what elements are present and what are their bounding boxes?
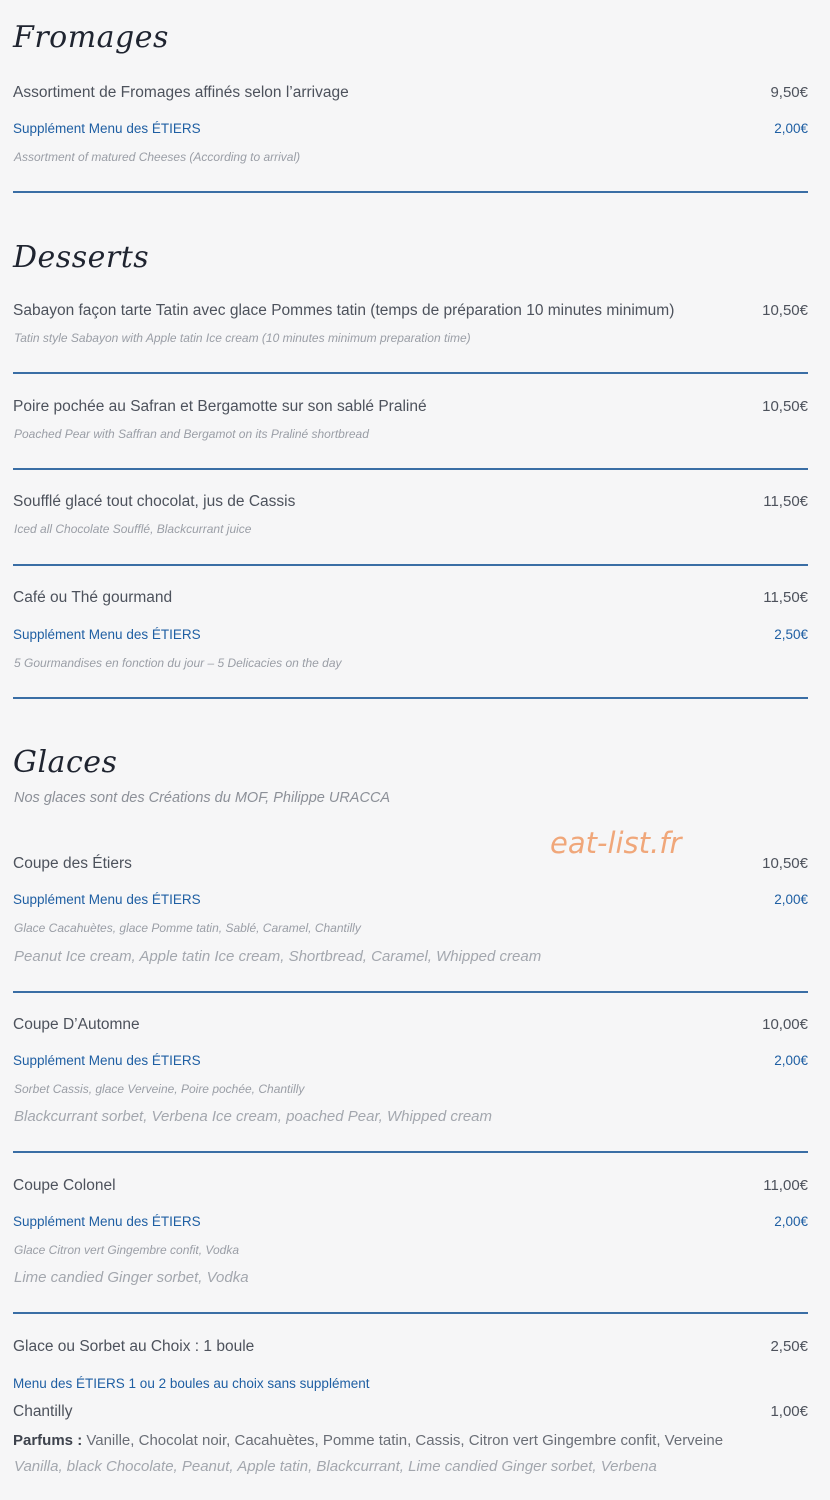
item-price: 11,00€ bbox=[763, 1177, 808, 1194]
menu-item bbox=[13, 1177, 808, 1195]
menu-item bbox=[13, 1338, 808, 1356]
menu-note: Menu des ÉTIERS 1 ou 2 boules au choix sans supplément bbox=[13, 1376, 370, 1391]
section-title-glaces: Glaces bbox=[13, 745, 118, 780]
divider bbox=[13, 1312, 808, 1314]
item-price: 11,50€ bbox=[763, 589, 808, 606]
item-english: Poached Pear with Saffran and Bergamot on its Praliné shortbread bbox=[14, 427, 369, 441]
section-title-fromages: Fromages bbox=[13, 20, 169, 55]
supplement-label: Supplément Menu des ÉTIERS bbox=[13, 1053, 201, 1068]
item-english: Iced all Chocolate Soufflé, Blackcurrant juice bbox=[14, 522, 252, 536]
item-french-desc: Sorbet Cassis, glace Verveine, Poire pochée, Chantilly bbox=[14, 1082, 305, 1096]
supplement-price: 2,00€ bbox=[774, 121, 808, 136]
supplement-row bbox=[13, 627, 808, 642]
menu-item bbox=[13, 589, 808, 607]
divider bbox=[13, 991, 808, 993]
section-title-desserts: Desserts bbox=[13, 240, 150, 275]
item-english: Lime candied Ginger sorbet, Vodka bbox=[14, 1269, 249, 1286]
divider bbox=[13, 191, 808, 193]
extra-name: Chantilly bbox=[13, 1403, 73, 1420]
item-english: Tatin style Sabayon with Apple tatin Ice cream (10 minutes minimum preparation time) bbox=[14, 331, 471, 345]
item-name: Glace ou Sorbet au Choix : 1 boule bbox=[13, 1338, 255, 1355]
item-price: 11,50€ bbox=[763, 493, 808, 510]
supplement-label: Supplément Menu des ÉTIERS bbox=[13, 627, 201, 642]
item-name: Coupe D’Automne bbox=[13, 1016, 140, 1033]
item-english: Assortment of matured Cheeses (According to arrival) bbox=[14, 150, 301, 164]
supplement-price: 2,00€ bbox=[774, 892, 808, 907]
item-price: 10,00€ bbox=[762, 1016, 808, 1033]
item-name: Café ou Thé gourmand bbox=[13, 589, 173, 606]
item-name: Coupe des Étiers bbox=[13, 855, 132, 872]
supplement-label: Supplément Menu des ÉTIERS bbox=[13, 1214, 201, 1229]
supplement-label: Supplément Menu des ÉTIERS bbox=[13, 892, 201, 907]
flavours-line bbox=[13, 1432, 723, 1449]
menu-item bbox=[13, 493, 808, 511]
extra-price: 1,00€ bbox=[770, 1403, 808, 1420]
item-french-desc: Glace Cacahuètes, glace Pomme tatin, Sablé, Caramel, Chantilly bbox=[14, 921, 361, 935]
item-english: Blackcurrant sorbet, Verbena Ice cream, poached Pear, Whipped cream bbox=[14, 1108, 493, 1125]
extra-row bbox=[13, 1403, 808, 1421]
item-name: Poire pochée au Safran et Bergamotte sur son sablé Praliné bbox=[13, 398, 427, 415]
menu-item bbox=[13, 398, 808, 416]
item-english: Peanut Ice cream, Apple tatin Ice cream, Shortbread, Caramel, Whipped cream bbox=[14, 948, 542, 965]
supplement-label: Supplément Menu des ÉTIERS bbox=[13, 121, 201, 136]
supplement-price: 2,00€ bbox=[774, 1053, 808, 1068]
watermark: eat-list.fr bbox=[550, 826, 682, 860]
divider bbox=[13, 1151, 808, 1153]
menu-note-row bbox=[13, 1376, 808, 1391]
divider bbox=[13, 468, 808, 470]
supplement-price: 2,50€ bbox=[774, 627, 808, 642]
menu-item bbox=[13, 855, 808, 873]
supplement-row bbox=[13, 121, 808, 136]
item-name: Soufflé glacé tout chocolat, jus de Cassis bbox=[13, 493, 296, 510]
flavours-label: Parfums : bbox=[13, 1432, 83, 1449]
section-note: Nos glaces sont des Créations du MOF, Philippe URACCA bbox=[14, 790, 391, 806]
item-price: 9,50€ bbox=[770, 84, 808, 101]
item-english: Vanilla, black Chocolate, Peanut, Apple tatin, Blackcurrant, Lime candied Ginger sorbet, Verbena bbox=[14, 1458, 657, 1475]
flavours-list: Vanille, Chocolat noir, Cacahuètes, Pomme tatin, Cassis, Citron vert Gingembre confit, Verveine bbox=[82, 1432, 724, 1449]
item-name: Sabayon façon tarte Tatin avec glace Pommes tatin (temps de préparation 10 minutes minimum) bbox=[13, 302, 675, 319]
divider bbox=[13, 564, 808, 566]
supplement-row bbox=[13, 1214, 808, 1229]
item-name: Assortiment de Fromages affinés selon l’arrivage bbox=[13, 84, 349, 101]
item-english: 5 Gourmandises en fonction du jour – 5 Delicacies on the day bbox=[14, 656, 342, 670]
supplement-price: 2,00€ bbox=[774, 1214, 808, 1229]
divider bbox=[13, 697, 808, 699]
item-price: 2,50€ bbox=[770, 1338, 808, 1355]
supplement-row bbox=[13, 892, 808, 907]
item-name: Coupe Colonel bbox=[13, 1177, 116, 1194]
menu-item bbox=[13, 84, 808, 102]
menu-item bbox=[13, 302, 808, 320]
item-price: 10,50€ bbox=[762, 855, 808, 872]
divider bbox=[13, 372, 808, 374]
item-price: 10,50€ bbox=[762, 398, 808, 415]
menu-item bbox=[13, 1016, 808, 1034]
item-french-desc: Glace Citron vert Gingembre confit, Vodka bbox=[14, 1243, 239, 1257]
supplement-row bbox=[13, 1053, 808, 1068]
item-price: 10,50€ bbox=[762, 302, 808, 319]
